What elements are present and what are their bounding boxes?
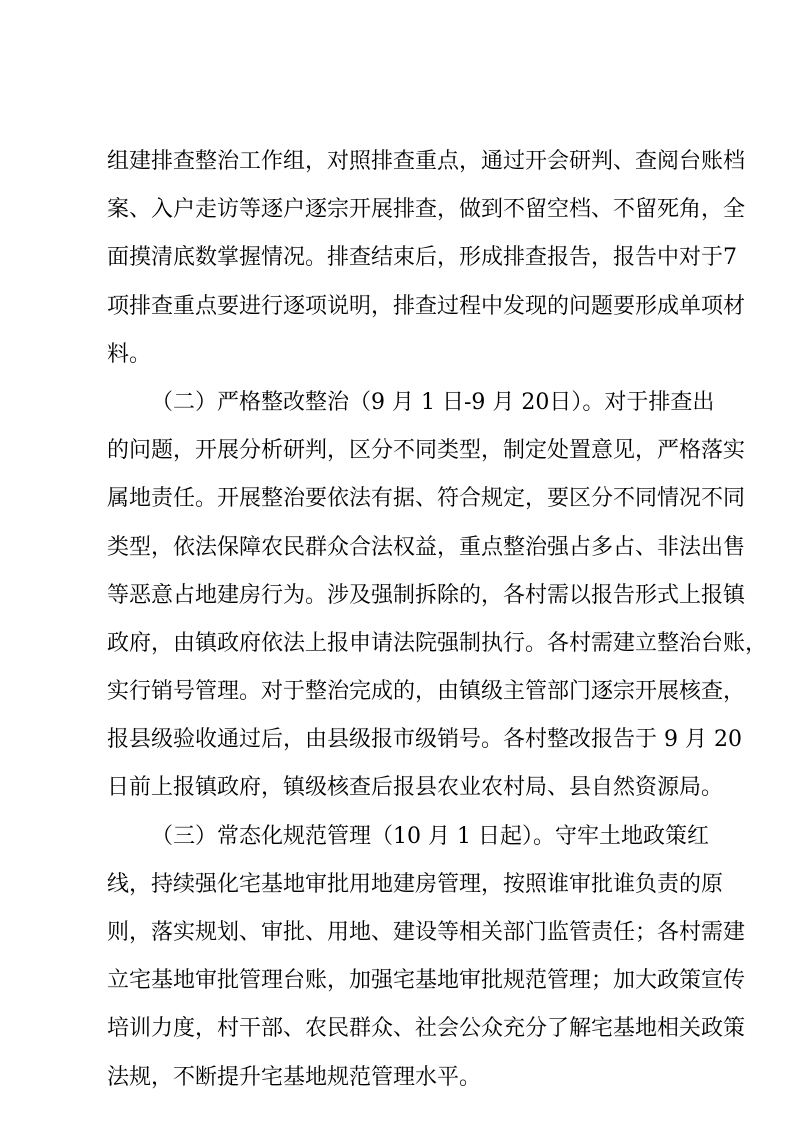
text-line: 类型，依法保障农民群众合法权益，重点整治强占多占、非法出售 [107,534,746,560]
text-line: 报县级验收通过后，由县级报市级销号。各村整改报告于 9 月 20 [107,727,742,753]
text-line: 案、入户走访等逐户逐宗开展排查，做到不留空档、不留死角，全 [107,197,746,223]
text-line: 培训力度，村干部、农民群众、社会公众充分了解宅基地相关政策 [107,1016,746,1042]
text-line: 项排查重点要进行逐项说明，排查过程中发现的问题要形成单项材 [107,293,746,319]
section-heading-three: （三）常态化规范管理（10 月 1 日起）。守牢土地政策红 [151,823,709,849]
text-line: 法规，不断提升宅基地规范管理水平。 [107,1064,482,1090]
text-line: 线，持续强化宅基地审批用地建房管理，按照谁审批谁负责的原 [107,871,724,897]
text-line: 立宅基地审批管理台账，加强宅基地审批规范管理；加大政策宣传 [107,968,746,994]
text-line: 政府，由镇政府依法上报申请法院强制执行。各村需建立整治台账， [107,630,768,656]
text-line: 等恶意占地建房行为。涉及强制拆除的，各村需以报告形式上报镇 [107,582,746,608]
text-line: 则，落实规划、审批、用地、建设等相关部门监管责任；各村需建 [107,920,746,945]
document-body [107,138,768,1102]
text-line: 的问题，开展分析研判，区分不同类型，制定处置意见，严格落实 [107,438,746,464]
text-line: 组建排查整治工作组，对照排查重点，通过开会研判、查阅台账档 [107,149,746,174]
text-line: 面摸清底数掌握情况。排查结束后，形成排查报告，报告中对于7 [107,245,737,271]
text-line: 实行销号管理。对于整治完成的，由镇级主管部门逐宗开展核查， [107,679,746,705]
text-line: 料。 [107,341,152,367]
text-line: 日前上报镇政府，镇级核查后报县农业农村局、县自然资源局。 [107,775,724,801]
section-heading-two: （二）严格整改整治（9 月 1 日-9 月 20日）。对于排查出 [151,389,715,415]
text-line: 属地责任。开展整治要依法有据、符合规定，要区分不同情况不同 [107,486,746,512]
